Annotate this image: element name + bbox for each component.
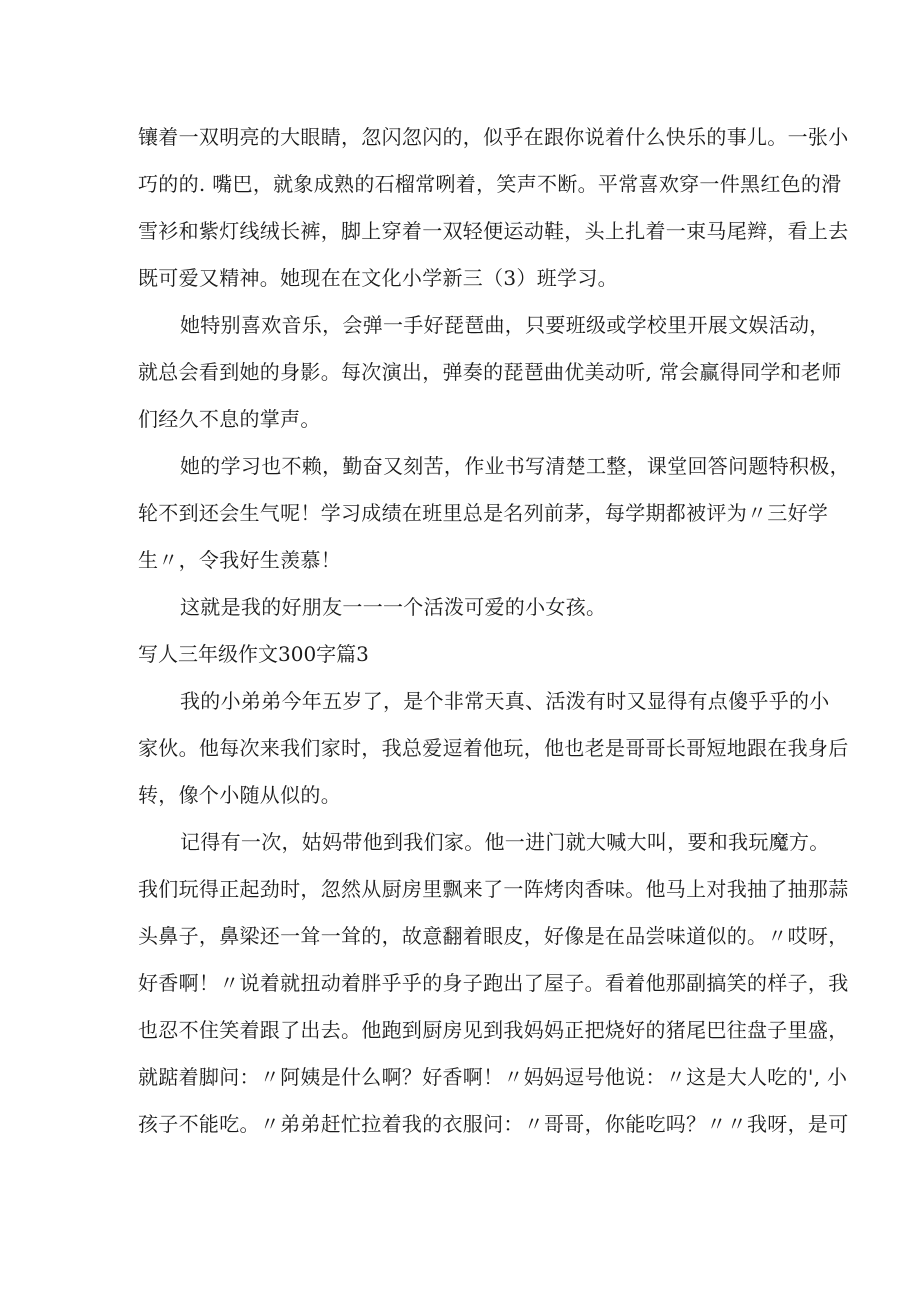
text-line: 孩子不能吃。〃弟弟赶忙拉着我的衣服问：〃哥哥，你能吃吗？〃〃我呀，是可 <box>138 1112 849 1136</box>
text-line: 她特别喜欢音乐，会弹一手好琵琶曲，只要班级或学校里开展文娱活动， <box>180 313 830 337</box>
document-body <box>138 114 850 1148</box>
text-line: 巧的的. 嘴巴，就象成熟的石榴常咧着，笑声不断。平常喜欢穿一件黑红色的滑 <box>138 172 842 196</box>
section-heading: 写人三年级作文300字篇3 <box>138 642 369 666</box>
text-line: 转，像个小随从似的。 <box>138 783 341 807</box>
paragraph-little-brother <box>138 678 849 819</box>
text-line: 头鼻子，鼻梁还一耸一耸的，故意翻着眼皮，好像是在品尝味道似的。〃哎呀， <box>138 924 849 948</box>
text-line: 雪衫和紫灯线绒长裤，脚上穿着一双轻便运动鞋，头上扎着一束马尾辫，看上去 <box>138 219 849 243</box>
text-line: 好香啊！〃说着就扭动着胖乎乎的身子跑出了屋子。看着他那副搞笑的样子，我 <box>138 971 849 995</box>
text-line: 轮不到还会生气呢！学习成绩在班里总是名列前茅，每学期都被评为〃三好学 <box>138 501 829 525</box>
text-line: 既可爱又精神。她现在在文化小学新三（3）班学习。 <box>138 266 618 290</box>
paragraph-music <box>138 302 842 443</box>
text-line: 记得有一次，姑妈带他到我们家。他一进门就大喊大叫，要和我玩魔方。 <box>180 830 830 854</box>
paragraph-description <box>138 114 849 302</box>
text-line: 镶着一双明亮的大眼睛，忽闪忽闪的，似乎在跟你说着什么快乐的事儿。一张小 <box>138 125 849 149</box>
paragraph-story <box>138 819 849 1148</box>
text-line: 这就是我的好朋友一一一个活泼可爱的小女孩。 <box>180 595 607 619</box>
text-line: 们经久不息的掌声。 <box>138 407 321 431</box>
text-line: 她的学习也不赖，勤奋又刻苦，作业书写清楚工整，课堂回答问题特积极， <box>180 454 850 478</box>
text-line: 我们玩得正起劲时，忽然从厨房里飘来了一阵烤肉香味。他马上对我抽了抽那蒜 <box>138 877 849 901</box>
text-line: 家伙。他每次来我们家时，我总爱逗着他玩，他也老是哥哥长哥短地跟在我身后 <box>138 736 849 760</box>
text-line: 就总会看到她的身影。每次演出，弹奏的琵琶曲优美动听, 常会赢得同学和老师 <box>138 360 842 384</box>
text-line: 生〃，令我好生羡慕！ <box>138 548 341 572</box>
paragraph-study <box>138 443 850 584</box>
paragraph-conclusion <box>138 584 798 631</box>
text-line: 我的小弟弟今年五岁了，是个非常天真、活泼有时又显得有点傻乎乎的小 <box>180 689 830 713</box>
text-line: 就踮着脚问：〃阿姨是什么啊？好香啊！〃妈妈逗号他说：〃这是大人吃的', 小 <box>138 1065 848 1089</box>
text-line: 也忍不住笑着跟了出去。他跑到厨房见到我妈妈正把烧好的猪尾巴往盘子里盛， <box>138 1018 849 1042</box>
